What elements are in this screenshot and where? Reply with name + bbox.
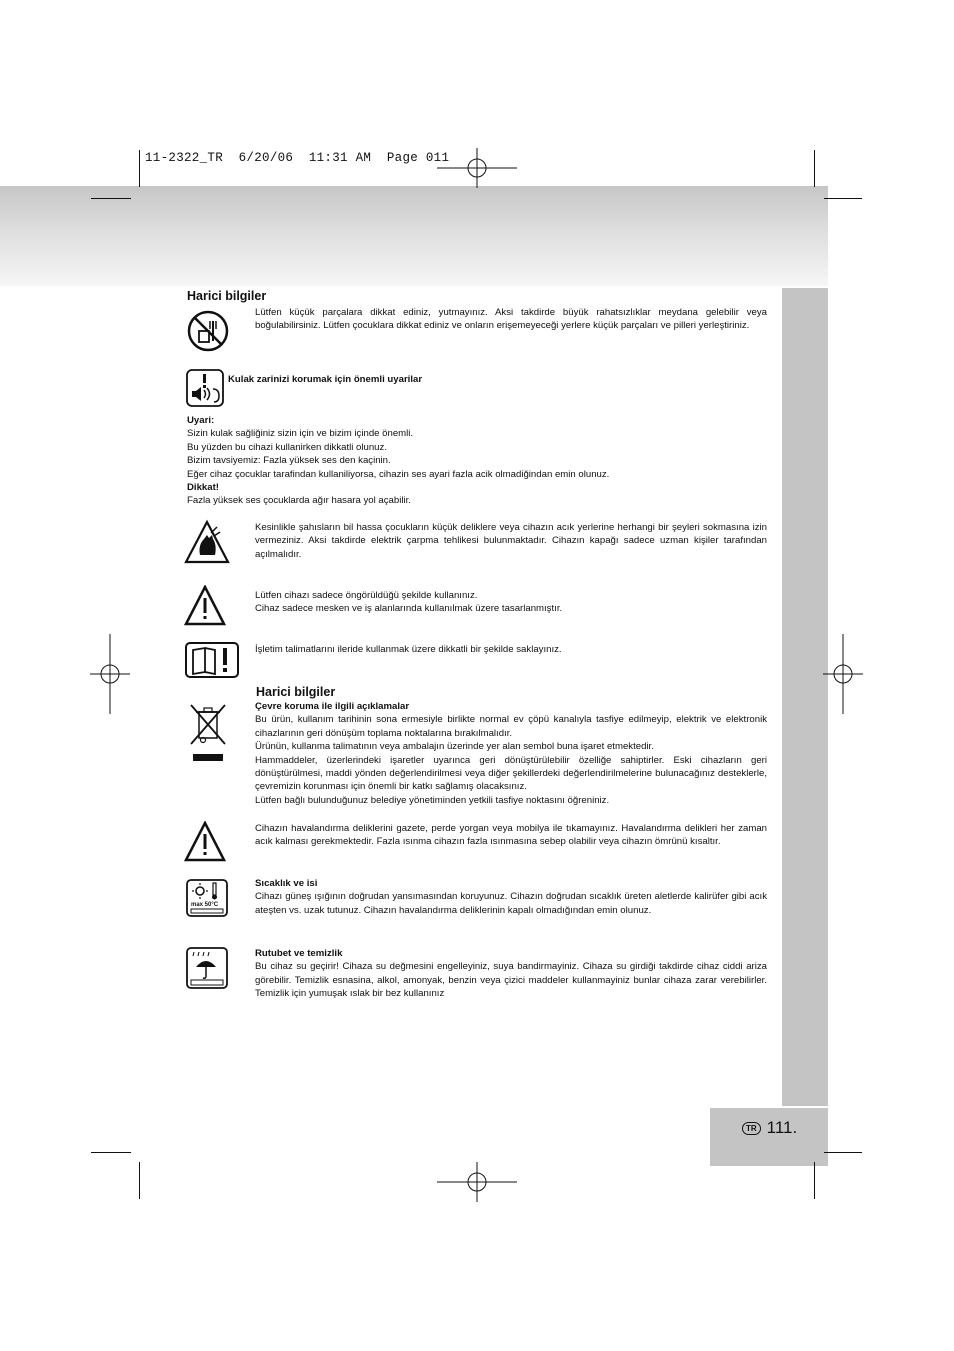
ventilation-text: Cihazın havalandırma deliklerini gazete, perde yorgan veya mobilya ile tıkamayınız. Havalandırma delikleri her zaman acık kalması gerekmektedir. Fazla ısınma cihazın fazla ısınmasına sebep olabilir veya cihazın ömrünü kısaltır. (255, 823, 767, 848)
usage-block (255, 589, 767, 616)
page-number-text: 111. (766, 1118, 798, 1137)
small-parts-text: Lütfen küçük parçalara dikkat ediniz, yutmayınız. Aksi takdirde büyük rahatsızlıklar meydana gelebilir veya boğulabilirsiniz. Lütfen çocuklara dikkat ediniz ve onların erişemeyeceği yerlere küçük parçaları ve pilleri yerleştiriniz. (255, 307, 767, 332)
registration-mark-right (823, 634, 863, 714)
moisture-umbrella-icon (186, 947, 228, 989)
environment-block (255, 700, 767, 807)
heat-title: Sıcaklık ve isi (255, 878, 318, 889)
electric-shock-text: Kesinlikle şahısların bil hassa çocukların küçük deliklere veya cihazın acık yerlerine herhangi bir şeyleri sokmasına izin vermeziniz. Aksi takdirde elektrik çarpma tehlikesi bulunmaktadır. Cihazın kapağı sadece uzman kişiler tarafından açılmalıdır. (255, 522, 767, 560)
no-small-parts-icon (187, 309, 229, 353)
registration-mark-left (90, 634, 130, 714)
warning-block (187, 414, 767, 508)
heat-icon-label: max 50°C (191, 902, 219, 908)
heat-text: Cihazı güneş ışığının doğrudan yansımasından koruyunuz. Cihazın doğrudan sıcaklık üreten aletlerde kalirüfer gibi acık ateşten vs. uzak tutunuz. Cihazın havalandırma deliklerinin kapalı olmadığından emin olunuz. (255, 891, 767, 916)
caution-text: Fazla yüksek ses çocuklarda ağır hasara yol açabilir. (187, 495, 411, 507)
caution-triangle-icon (184, 585, 226, 627)
heat-block (255, 877, 767, 917)
warning-line: Bizim tavsiyemiz: Fazla yüksek ses den kaçinin. (187, 455, 391, 467)
read-manual-icon (185, 642, 239, 678)
caution-label: Dikkat! (187, 482, 219, 494)
moisture-text: Bu cihaz su geçirir! Cihaza su değmesini engelleyiniz, suya bandirmayiniz. Cihaza su girdiği takdirde cihaz ciddi ariza görebilir. Temizlik esnasina, alkol, amonyak, benzin veya çizici maddeler kullanmayiniz bunlar cihaza zarar verebilirler. Temizlik için yumuşak ıslak bir bez kullanınız (255, 961, 767, 1000)
environment-line: Hammaddeler, üzerlerindeki işaretler uyarınca geri dönüştürülebilir özelliğe sahiptirler. Eski cihazların geri dönüştürülmesi, maddi yönden değerlendirilmesi veya diğer şekillerdeki değerlendirilmelerine bulunacağınız desteklerle, çevremizin korunması için önemli bir katkı sağlamış olacaksınız. (255, 754, 767, 793)
ear-protection-title: Kulak zarinizi korumak için önemli uyarilar (228, 374, 423, 385)
environment-line: Lütfen bağlı bulunduğunuz belediye yönetiminden yetkili tasfiye noktasını öğreniniz. (255, 794, 610, 806)
weee-crossed-bin-icon (188, 702, 228, 762)
language-badge: TR (742, 1122, 761, 1135)
electric-shock-warning-icon (184, 519, 230, 565)
usage-line: Cihaz sadece mesken ve iş alanlarında kullanılmak üzere tasarlanmıştır. (255, 603, 563, 615)
hearing-warning-icon (186, 369, 224, 407)
section-heading: Harici bilgiler (256, 685, 336, 699)
manual-text: İşletim talimatlarını ileride kullanmak üzere dikkatli bir şekilde saklayınız. (255, 644, 562, 655)
warning-label: Uyari: (187, 415, 215, 426)
usage-line: Lütfen cihazı sadece öngörüldüğü şekilde kullanınız. (255, 590, 478, 601)
warning-line: Bu yüzden bu cihazi kullanirken dikkatli olunuz. (187, 441, 387, 453)
registration-mark-bottom (437, 1162, 517, 1202)
environment-line: Ürünün, kullanma talimatının veya ambalajın üzerinde yer alan sembol buna işaret etmektedir. (255, 741, 654, 753)
side-tab (782, 288, 828, 1106)
heat-sun-thermometer-icon (186, 879, 228, 917)
caution-triangle-icon (184, 821, 226, 863)
page-number (742, 1118, 797, 1138)
moisture-title: Rutubet ve temizlik (255, 948, 343, 959)
environment-title: Çevre koruma ile ilgili açıklamalar (255, 701, 410, 712)
warning-line: Eğer cihaz çocuklar tarafindan kullaniliyorsa, cihazin ses ayari fazla acik olmadiğindan emin olunuz. (187, 468, 610, 480)
warning-line: Sizin kulak sağliğiniz sizin için ve bizim içinde önemli. (187, 428, 414, 440)
header-band (0, 186, 828, 286)
section-heading: Harici bilgiler (187, 289, 267, 303)
print-slug: 11-2322_TR 6/20/06 11:31 AM Page 011 (145, 151, 450, 165)
registration-mark-top (437, 148, 517, 188)
moisture-block (255, 947, 767, 1001)
environment-line: Bu ürün, kullanım tarihinin sona ermesiyle birlikte normal ev çöpü kanalıyla tasfiye edilmeyip, elektrik ve elektronik cihazlarının geri dönüşüm toplama noktalarına bırakılmalıdır. (255, 714, 767, 739)
